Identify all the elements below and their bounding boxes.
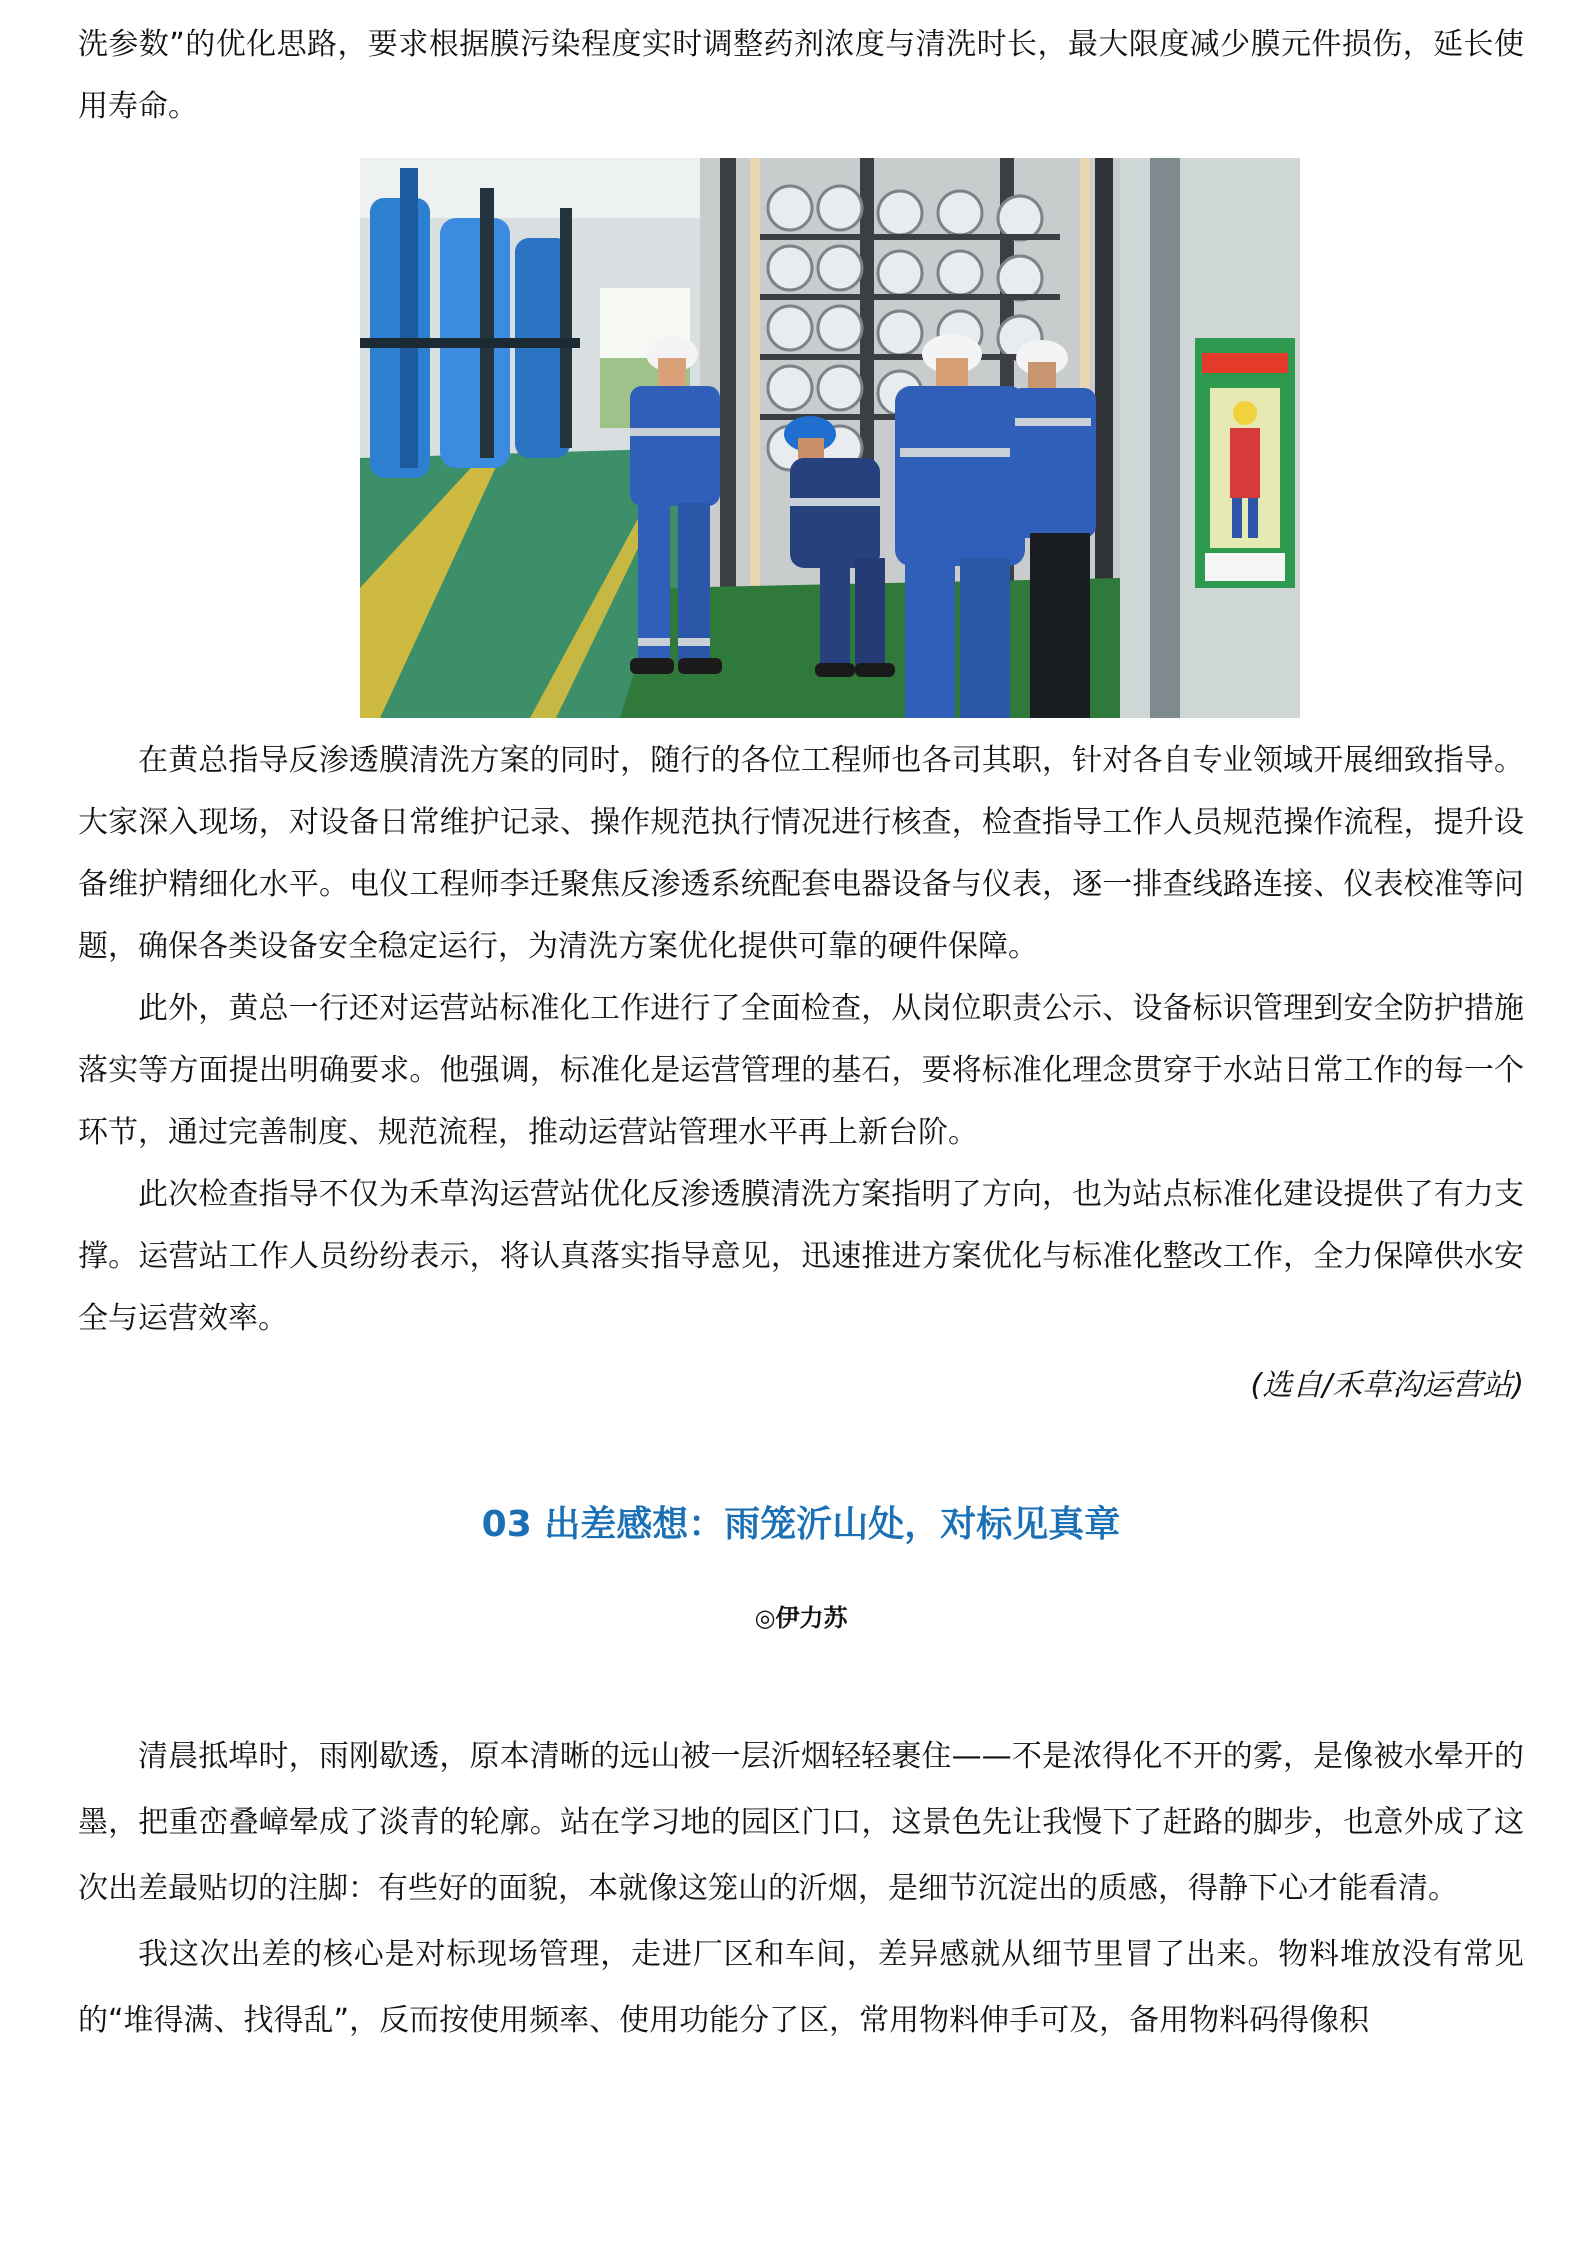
paragraph-conclusion: 此次检查指导不仅为禾草沟运营站优化反渗透膜清洗方案指明了方向，也为站点标准化建设提供了有力支撑。运营站工作人员纷纷表示，将认真落实指导意见，迅速推进方案优化与标准化整改工作，全力保障供水安全与运营效率。 [78,1177,1524,1336]
section-body [78,1724,1524,2054]
paragraph-standardization: 此外，黄总一行还对运营站标准化工作进行了全面检查，从岗位职责公示、设备标识管理到安全防护措施落实等方面提出明确要求。他强调，标准化是运营管理的基石，要将标准化理念贯穿于水站日常工作的每一个环节，通过完善制度、规范流程，推动运营站管理水平再上新台阶。 [78,991,1524,1150]
worker-front [895,334,1025,718]
photo-illustration [360,158,1300,718]
paragraph-engineers: 在黄总指导反渗透膜清洗方案的同时，随行的各位工程师也各司其职，针对各自专业领域开展细致指导。大家深入现场，对设备日常维护记录、操作规范执行情况进行核查，检查指导工作人员规范操作流程，提升设备维护精细化水平。电仪工程师李迁聚焦反渗透系统配套电器设备与仪表，逐一排查线路连接、仪表校准等问题，确保各类设备安全稳定运行，为清洗方案优化提供可靠的硬件保障。 [78,743,1524,964]
paragraph-morning-arrival: 清晨抵埠时，雨刚歇透，原本清晰的远山被一层沂烟轻轻裹住——不是浓得化不开的雾，是像被水晕开的墨，把重峦叠嶂晕成了淡青的轮廓。站在学习地的园区门口，这景色先让我慢下了赶路的脚步，也意外成了这次出差最贴切的注脚：有些好的面貌，本就像这笼山的沂烟，是细节沉淀出的质感，得静下心才能看清。 [78,1739,1524,1906]
source-attribution: (选自/禾草沟运营站) [1250,1368,1524,1403]
section-title: 03 出差感想：雨笼沂山处，对标见真章 [481,1504,1121,1545]
article-body [78,730,1524,1350]
paragraph-benchmark-management: 我这次出差的核心是对标现场管理，走进厂区和车间，差异感就从细节里冒了出来。物料堆放没有常见的“堆得满、找得乱”，反而按使用频率、使用功能分了区，常用物料伸手可及，备用物料码得像积 [78,1937,1524,2038]
author-byline: ◎伊力苏 [754,1603,848,1632]
site-inspection-photo [360,158,1300,718]
intro-continuation-paragraph: 洗参数”的优化思路，要求根据膜污染程度实时调整药剂浓度与清洗时长，最大限度减少膜元件损伤，延长使用寿命。 [78,27,1524,124]
